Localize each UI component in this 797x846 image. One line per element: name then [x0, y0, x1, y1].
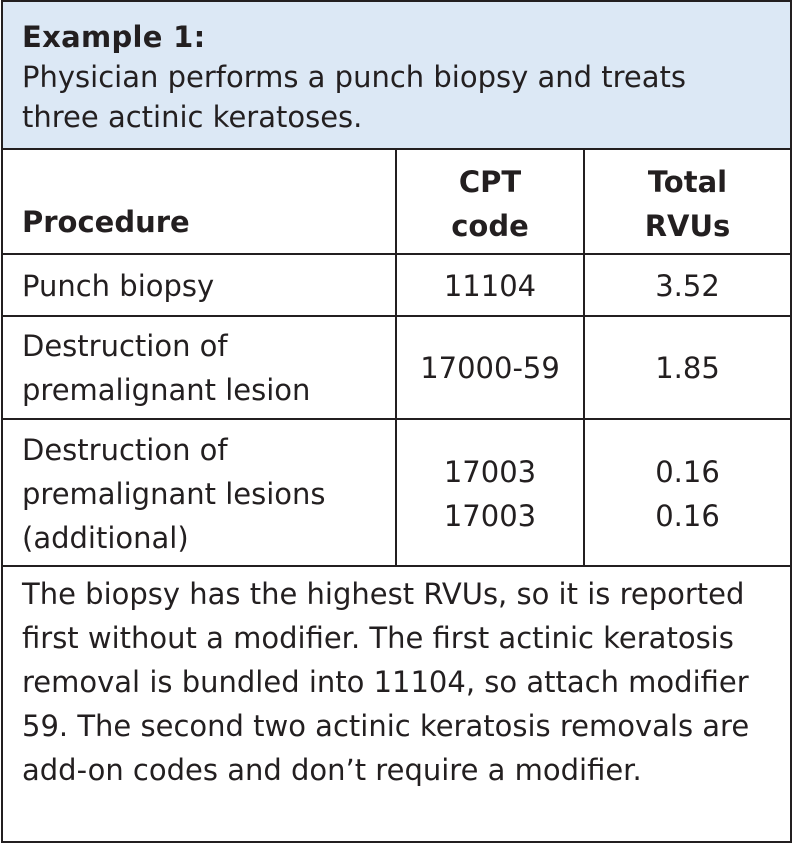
row-divider-table-end	[3, 565, 790, 567]
row-divider-header	[3, 253, 790, 255]
row-3-cpt-codes	[397, 450, 583, 538]
column-header-cpt-line1: CPT	[458, 165, 522, 199]
row-1-total-rvus: 3.52	[655, 269, 720, 303]
example-title: Example 1:	[22, 20, 206, 54]
row-2-cpt-code: 17000-59	[420, 351, 560, 385]
row-3-cpt-code-2: 17003	[443, 499, 537, 533]
row-1-procedure: Punch biopsy	[22, 269, 215, 303]
row-3-cpt-code-1: 17003	[443, 455, 537, 489]
column-header-total-rvus	[585, 160, 790, 248]
row-1-cpt-code: 11104	[443, 269, 537, 303]
column-header-rvu-line1: Total	[647, 165, 728, 199]
row-divider-2	[3, 418, 790, 420]
row-3-rvu-1: 0.16	[655, 455, 720, 489]
example-box	[1, 0, 792, 843]
row-divider-1	[3, 315, 790, 317]
column-header-cpt-code	[397, 160, 583, 248]
example-header	[3, 2, 790, 150]
row-3-rvu-2: 0.16	[655, 499, 720, 533]
column-header-cpt-line2: code	[451, 209, 529, 243]
column-header-procedure: Procedure	[22, 205, 190, 239]
row-2-procedure: Destruction of premalignant lesion	[22, 329, 311, 407]
column-header-rvu-line2: RVUs	[644, 209, 731, 243]
row-2-total-rvus: 1.85	[655, 351, 720, 385]
row-3-procedure: Destruction of premalignant lesions (additional)	[22, 433, 326, 555]
row-3-total-rvus	[585, 450, 790, 538]
explanation-note: The biopsy has the highest RVUs, so it is reported first without a modifier. The first actinic keratosis removal is bundled into 11104, so attach modifier 59. The second two actinic keratosis removals are add-on codes and don’t require a modifier.	[22, 577, 750, 787]
example-description: Physician performs a punch biopsy and treats three actinic keratoses.	[22, 60, 687, 134]
